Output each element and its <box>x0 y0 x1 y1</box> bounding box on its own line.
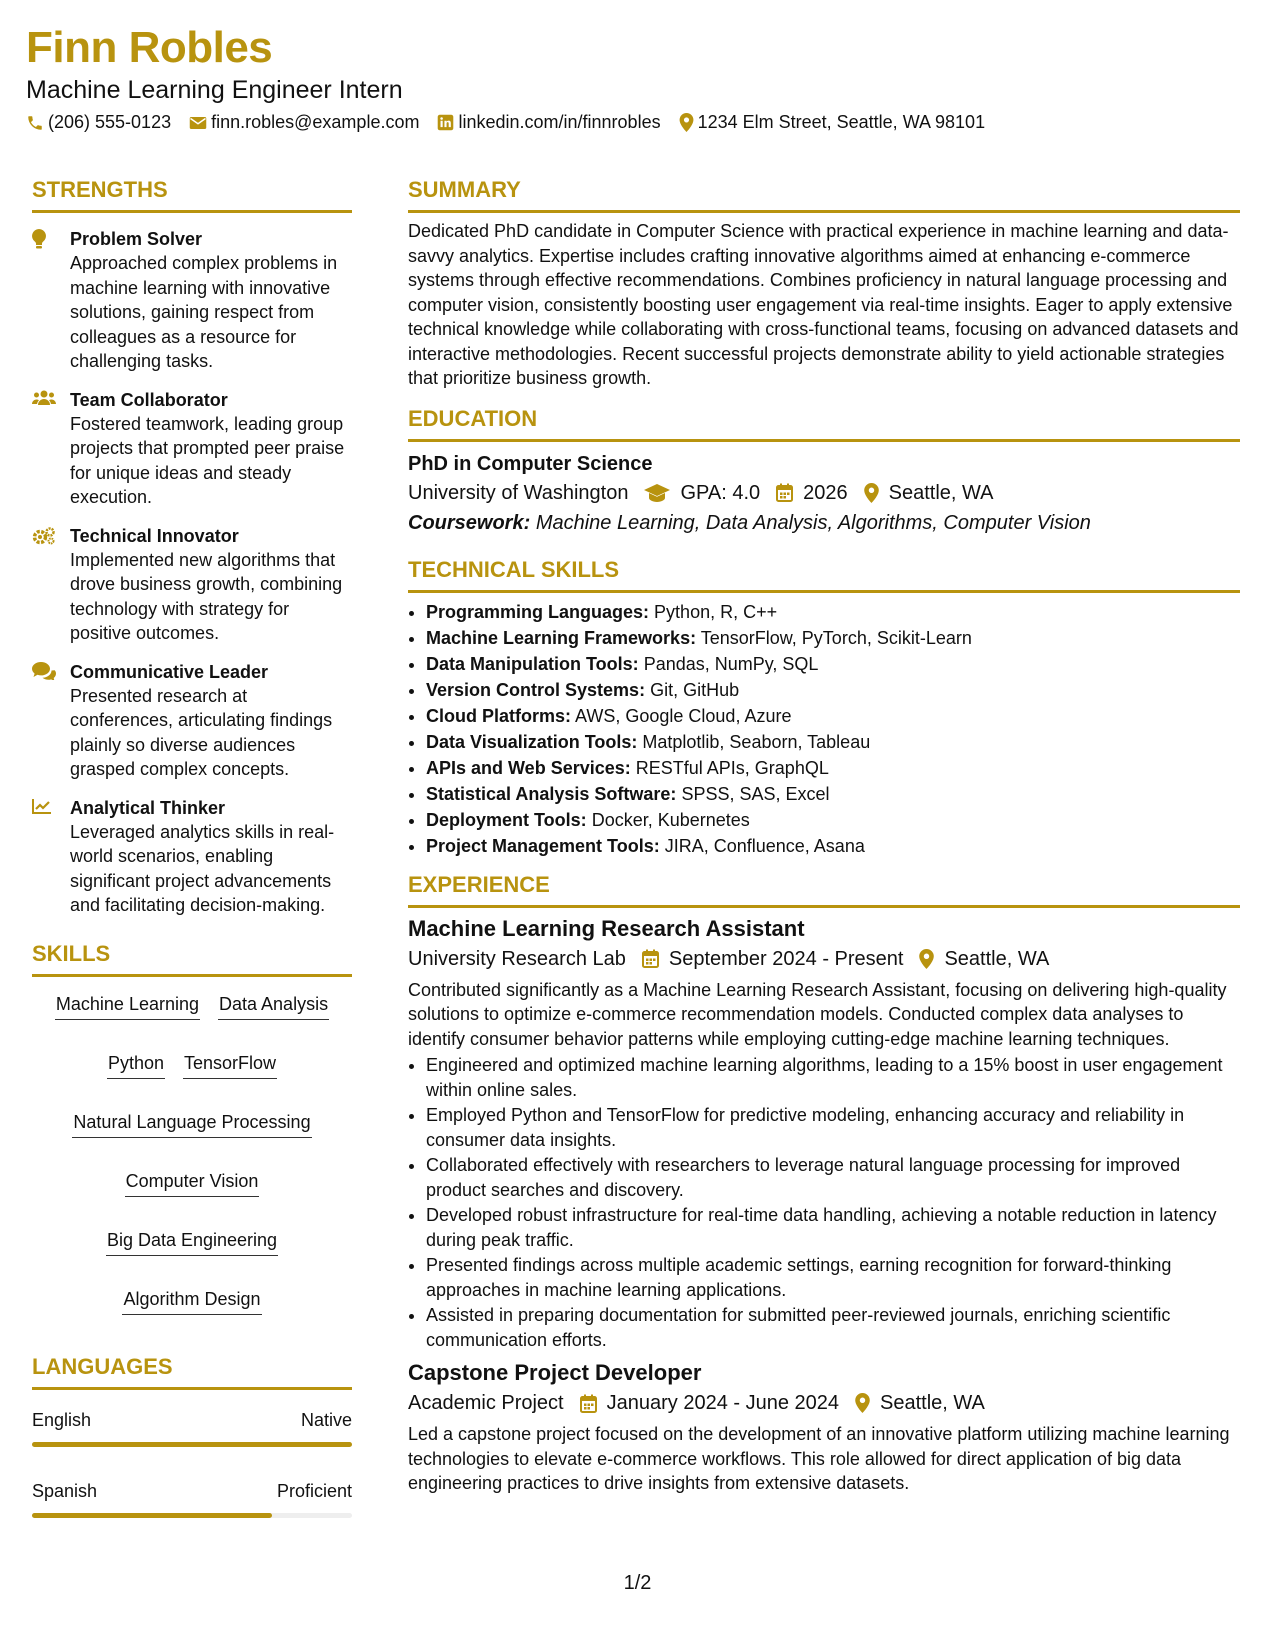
skill-tag: Computer Vision <box>125 1168 260 1197</box>
skill-tag: Python <box>107 1050 165 1079</box>
list-item <box>426 677 1240 703</box>
strength-item <box>32 227 352 374</box>
skill-tags <box>32 977 352 1315</box>
job-entry <box>408 1358 1240 1496</box>
school-name <box>408 478 628 508</box>
phone-icon <box>26 114 44 132</box>
location-text: Seattle, WA <box>888 481 994 504</box>
school-text: University of Washington <box>408 481 629 504</box>
list-item <box>426 625 1240 651</box>
language-item <box>32 1479 352 1518</box>
technical-skills-list <box>408 599 1240 859</box>
candidate-title: Machine Learning Engineer Intern <box>26 76 403 104</box>
technical-skills-section <box>408 556 1240 859</box>
education-location <box>864 478 994 508</box>
job-entry <box>408 914 1240 1353</box>
skill-values: Docker, Kubernetes <box>591 809 750 830</box>
skill-tag: Big Data Engineering <box>106 1227 278 1256</box>
year-text: 2026 <box>803 481 848 504</box>
language-name: English <box>32 1409 92 1430</box>
language-bar <box>32 1442 352 1447</box>
skill-values: SPSS, SAS, Excel <box>681 783 830 804</box>
gpa-text: GPA: 4.0 <box>680 481 761 504</box>
language-level: Proficient <box>276 1480 352 1501</box>
list-item <box>426 833 1240 859</box>
calendar-icon <box>580 1394 597 1413</box>
job-location <box>855 1388 985 1418</box>
summary-text: Dedicated PhD candidate in Computer Science with practical experience in machine learning and data-savvy analytics. Expertise includes crafting innovative algorithms aimed at enhancing e-commerce systems through effective recommendations. Combines proficiency in natural language processing and computer vision, consistently boosting user engagement via real-time insights. Eager to apply extensive technical knowledge while collaborating with cross-functional teams, focusing on advanced datasets and interactive methodologies. Recent successful projects demonstrate ability to yield actionable strategies that prioritize business growth. <box>408 221 1239 388</box>
skill-values: RESTful APIs, GraphQL <box>635 757 829 778</box>
experience-section <box>408 871 1240 1496</box>
strength-desc: Presented research at conferences, articulating findings plainly so diverse audiences grasped complex concepts. <box>70 685 333 779</box>
language-item <box>32 1408 352 1447</box>
skill-tag: Algorithm Design <box>122 1286 261 1315</box>
gears-icon <box>32 526 56 546</box>
list-item <box>426 703 1240 729</box>
list-item: • Assisted in preparing documentation for submitted peer-reviewed journals, enriching scientific communication efforts. <box>426 1303 1240 1352</box>
degree-title: PhD in Computer Science <box>408 452 653 475</box>
left-column <box>32 176 352 1518</box>
summary-heading: SUMMARY <box>408 176 1240 213</box>
map-marker-icon <box>855 1393 870 1413</box>
strength-name: Technical Innovator <box>70 525 239 546</box>
languages-heading: LANGUAGES <box>32 1353 352 1390</box>
list-item <box>426 729 1240 755</box>
education-meta <box>408 478 1240 508</box>
strength-desc: Fostered teamwork, leading group projects that prompted peer praise for unique ideas and steady execution. <box>70 413 345 507</box>
strength-item <box>32 524 352 646</box>
address-text: 1234 Elm Street, Seattle, WA 98101 <box>697 112 986 132</box>
job-description: Contributed significantly as a Machine Learning Research Assistant, focusing on delivering high-quality solutions to optimize e-commerce recommendation models. Conducted complex data analyses to identify consumer behavior patterns while employing cutting-edge machine learning techniques. <box>408 979 1227 1049</box>
org-text: Academic Project <box>408 1392 564 1414</box>
skill-category: Version Control Systems: <box>426 679 646 700</box>
list-item <box>426 781 1240 807</box>
skill-tag: Data Analysis <box>218 991 329 1020</box>
skill-tag: Machine Learning <box>55 991 200 1020</box>
lightbulb-icon <box>32 229 46 249</box>
candidate-name: Finn Robles <box>26 23 273 72</box>
users-icon <box>32 390 56 406</box>
list-item <box>426 651 1240 677</box>
job-location <box>919 944 1049 974</box>
language-bar <box>32 1513 352 1518</box>
resume-header <box>26 22 985 133</box>
skill-tag: TensorFlow <box>183 1050 277 1079</box>
dates-text: September 2024 - Present <box>668 947 904 970</box>
summary-section <box>408 176 1240 391</box>
education-section <box>408 405 1240 538</box>
language-bar-fill <box>32 1513 272 1518</box>
strength-item <box>32 796 352 918</box>
job-bullets <box>408 1053 1240 1352</box>
skill-values: Pandas, NumPy, SQL <box>643 653 819 674</box>
linkedin-text: linkedin.com/in/finnrobles <box>458 112 661 132</box>
strengths-heading: STRENGTHS <box>32 176 352 213</box>
email-text: finn.robles@example.com <box>211 112 420 132</box>
skill-values: AWS, Google Cloud, Azure <box>575 705 792 726</box>
skill-category: Project Management Tools: <box>426 835 660 856</box>
list-item: • Presented findings across multiple academic settings, earning recognition for forward-thinking approaches in machine learning applications. <box>426 1253 1240 1302</box>
location-text: Seattle, WA <box>944 947 1050 970</box>
strength-name: Analytical Thinker <box>70 797 226 818</box>
languages-section <box>32 1353 352 1518</box>
calendar-icon <box>776 483 793 502</box>
list-item <box>426 807 1240 833</box>
linkedin-icon <box>437 114 454 131</box>
page-number: 1/2 <box>623 1572 652 1594</box>
org-text: University Research Lab <box>408 947 626 970</box>
map-marker-icon <box>919 949 934 969</box>
comments-icon <box>32 662 56 680</box>
job-org <box>408 1388 564 1418</box>
contact-phone[interactable] <box>26 112 171 133</box>
contact-email[interactable] <box>189 112 419 133</box>
job-meta <box>408 944 1240 974</box>
phone-text: (206) 555-0123 <box>48 112 172 132</box>
contact-row <box>26 112 985 133</box>
skill-category: Deployment Tools: <box>426 809 587 830</box>
strength-desc: Approached complex problems in machine learning with innovative solutions, gaining respect from colleagues as a resource for challenging tasks. <box>70 253 338 371</box>
skill-category: Data Manipulation Tools: <box>426 653 639 674</box>
right-column <box>408 176 1240 1496</box>
skill-values: Python, R, C++ <box>654 601 778 622</box>
skill-category: Machine Learning Frameworks: <box>426 627 697 648</box>
experience-heading: EXPERIENCE <box>408 871 1240 908</box>
skill-tag: Natural Language Processing <box>72 1109 311 1138</box>
technical-skills-heading: TECHNICAL SKILLS <box>408 556 1240 593</box>
graduation-cap-icon <box>644 484 670 502</box>
coursework-label: Coursework: <box>408 511 531 534</box>
contact-linkedin[interactable] <box>437 112 660 133</box>
job-dates <box>580 1388 839 1418</box>
strength-name: Communicative Leader <box>70 661 269 682</box>
gpa <box>644 478 760 508</box>
job-org <box>408 944 626 974</box>
strengths-section <box>32 176 352 918</box>
job-dates <box>642 944 904 974</box>
skills-section <box>32 940 352 1315</box>
list-item: • Employed Python and TensorFlow for predictive modeling, enhancing accuracy and reliability in consumer data insights. <box>426 1103 1240 1152</box>
coursework-list: Machine Learning, Data Analysis, Algorithms, Computer Vision <box>535 511 1091 534</box>
skill-category: Statistical Analysis Software: <box>426 783 677 804</box>
language-level: Native <box>300 1409 352 1430</box>
skill-values: Matplotlib, Seaborn, Tableau <box>642 731 871 752</box>
skill-category: Programming Languages: <box>426 601 650 622</box>
coursework <box>408 508 1240 538</box>
job-title: Capstone Project Developer <box>408 1360 702 1385</box>
skills-heading: SKILLS <box>32 940 352 977</box>
education-heading: EDUCATION <box>408 405 1240 442</box>
list-item: • Collaborated effectively with researchers to leverage natural language processing for improved product searches and discovery. <box>426 1153 1240 1202</box>
strength-name: Team Collaborator <box>70 389 228 410</box>
language-name: Spanish <box>32 1480 98 1501</box>
contact-address <box>679 112 986 133</box>
dates-text: January 2024 - June 2024 <box>606 1392 840 1414</box>
calendar-icon <box>642 949 659 968</box>
chart-line-icon <box>32 798 52 814</box>
list-item: • Developed robust infrastructure for real-time data handling, achieving a notable reduction in latency during peak traffic. <box>426 1203 1240 1252</box>
strength-desc: Leveraged analytics skills in real-world scenarios, enabling significant project advancements and facilitating decision-making. <box>70 821 335 915</box>
skill-values: JIRA, Confluence, Asana <box>664 835 865 856</box>
map-marker-icon <box>864 483 879 503</box>
skill-category: Cloud Platforms: <box>426 705 572 726</box>
graduation-year <box>776 478 848 508</box>
strength-item <box>32 388 352 510</box>
job-title: Machine Learning Research Assistant <box>408 915 805 941</box>
skill-values: TensorFlow, PyTorch, Scikit-Learn <box>700 627 972 648</box>
skill-category: Data Visualization Tools: <box>426 731 638 752</box>
map-marker-icon <box>679 113 694 132</box>
strength-desc: Implemented new algorithms that drove business growth, combining technology with strategy for positive outcomes. <box>70 549 343 643</box>
skill-values: Git, GitHub <box>650 679 740 700</box>
strength-name: Problem Solver <box>70 229 203 249</box>
list-item: • Engineered and optimized machine learning algorithms, leading to a 15% boost in user engagement within online sales. <box>426 1053 1240 1102</box>
job-description: Led a capstone project focused on the development of an innovative platform utilizing machine learning technologies to elevate e-commerce workflows. This role allowed for direct application of big data engineering practices to drive insights from extensive datasets. <box>408 1424 1230 1493</box>
list-item <box>426 599 1240 625</box>
job-meta <box>408 1388 1240 1418</box>
skill-category: APIs and Web Services: <box>426 757 631 778</box>
strength-item <box>32 660 352 782</box>
envelope-icon <box>189 115 207 131</box>
list-item <box>426 755 1240 781</box>
language-bar-fill <box>32 1442 352 1447</box>
location-text: Seattle, WA <box>880 1392 985 1414</box>
